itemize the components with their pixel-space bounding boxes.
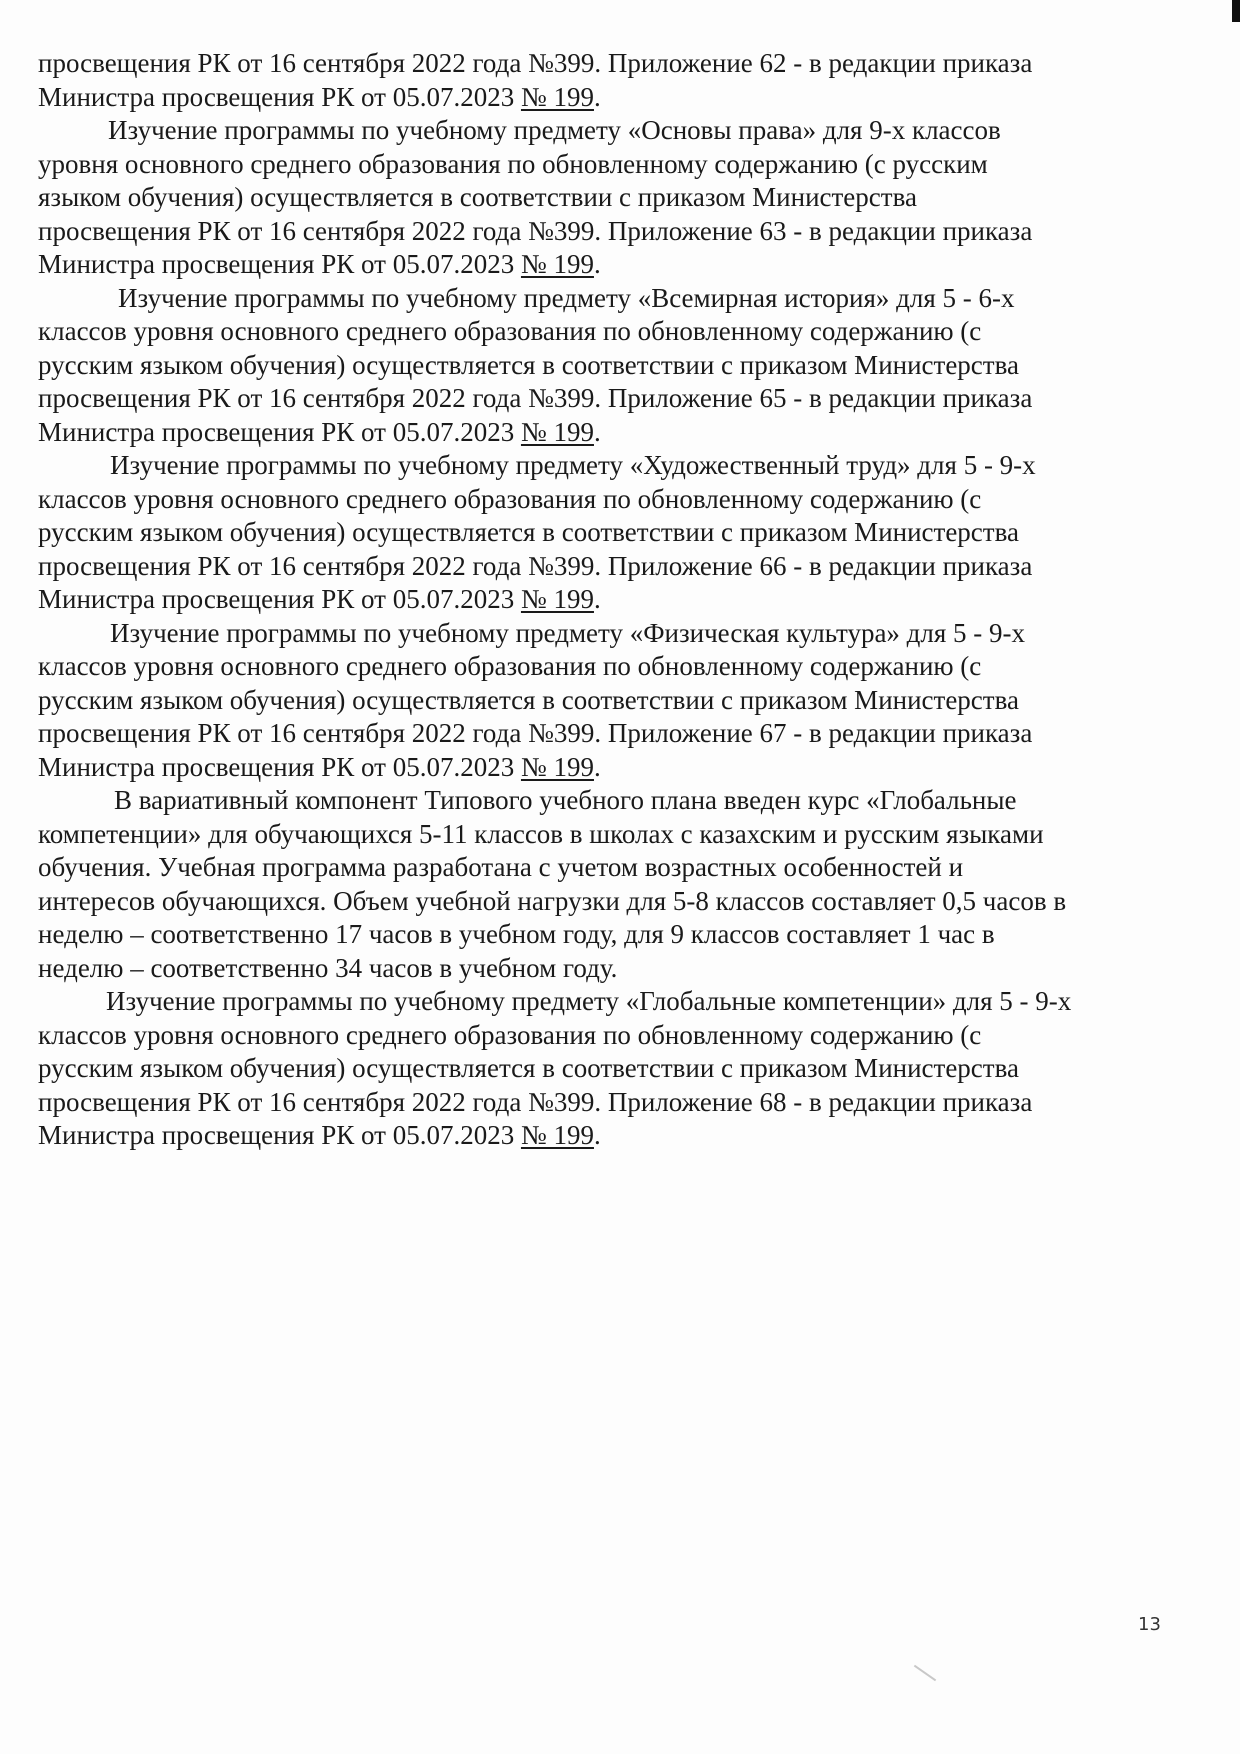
text-span: Министра просвещения РК от 05.07.2023 — [38, 81, 521, 112]
order-link[interactable]: № 199 — [520, 81, 594, 112]
text-line — [38, 248, 1158, 282]
text-line: просвещения РК от 16 сентября 2022 года №399. Приложение 65 - в редакции приказа — [38, 383, 1033, 413]
text-line: просвещения РК от 16 сентября 2022 года №399. Приложение 68 - в редакции приказа — [38, 1086, 1033, 1117]
text-line: классов уровня основного среднего образования по обновленному содержанию (с — [38, 651, 982, 681]
text-line — [38, 1119, 1158, 1153]
text-span: Министра просвещения РК от 05.07.2023 — [38, 1120, 521, 1150]
page-number: 13 — [1138, 1614, 1161, 1635]
text-line — [38, 583, 1158, 617]
text-span: Министра просвещения РК от 05.07.2023 — [38, 751, 521, 782]
text-line: Изучение программы по учебному предмету «Всемирная история» для 5 - 6-х — [118, 282, 1015, 313]
paragraph — [38, 282, 1158, 450]
paragraph — [38, 114, 1158, 282]
text-span: . — [593, 81, 601, 112]
scan-artifact — [914, 1665, 936, 1682]
text-line: неделю – соответственно 17 часов в учебном году, для 9 классов составляет 1 час в — [38, 919, 995, 949]
text-span: . — [593, 584, 601, 614]
text-line: классов уровня основного среднего образования по обновленному содержанию (с — [38, 316, 982, 346]
text-line: уровня основного среднего образования по обновленному содержанию (с русским — [38, 148, 988, 179]
text-line: Изучение программы по учебному предмету «Художественный труд» для 5 - 9-х — [110, 450, 1036, 480]
text-line: неделю – соответственно 34 часов в учебном году. — [38, 952, 618, 983]
document-body — [38, 47, 1158, 1153]
order-link[interactable]: № 199 — [520, 249, 594, 279]
text-span: . — [593, 249, 601, 279]
text-line: просвещения РК от 16 сентября 2022 года №399. Приложение 62 - в редакции приказа — [38, 48, 1033, 78]
text-line: классов уровня основного среднего образования по обновленному содержанию (с — [38, 1019, 982, 1050]
text-line: русским языком обучения) осуществляется в соответствии с приказом Министерства — [38, 517, 1019, 547]
paragraph — [38, 784, 1158, 985]
paragraph — [38, 985, 1158, 1153]
order-link[interactable]: № 199 — [520, 584, 594, 614]
text-line: В вариативный компонент Типового учебного плана введен курс «Глобальные — [114, 785, 1017, 815]
text-line: классов уровня основного среднего образования по обновленному содержанию (с — [38, 483, 982, 514]
text-line: Изучение программы по учебному предмету «Физическая культура» для 5 - 9-х — [110, 617, 1026, 648]
text-line: просвещения РК от 16 сентября 2022 года №399. Приложение 63 - в редакции приказа — [38, 215, 1033, 246]
text-span: Министра просвещения РК от 05.07.2023 — [38, 416, 521, 447]
text-line — [38, 416, 1158, 450]
text-span: . — [593, 416, 601, 447]
text-line: интересов обучающихся. Объем учебной нагрузки для 5-8 классов составляет 0,5 часов в — [38, 885, 1067, 916]
text-line: просвещения РК от 16 сентября 2022 года №399. Приложение 66 - в редакции приказа — [38, 550, 1033, 581]
text-span: . — [593, 751, 601, 782]
text-span: Министра просвещения РК от 05.07.2023 — [38, 584, 521, 614]
paragraph — [38, 449, 1158, 617]
text-span: Министра просвещения РК от 05.07.2023 — [38, 249, 521, 279]
text-line: просвещения РК от 16 сентября 2022 года №399. Приложение 67 - в редакции приказа — [38, 718, 1033, 748]
text-line — [38, 81, 1158, 115]
text-line: языком обучения) осуществляется в соответствии с приказом Министерства — [38, 182, 917, 212]
order-link[interactable]: № 199 — [520, 416, 594, 447]
text-line: русским языком обучения) осуществляется в соответствии с приказом Министерства — [38, 684, 1019, 715]
text-line: Изучение программы по учебному предмету «Основы права» для 9-х классов — [108, 115, 1001, 145]
paragraph — [38, 617, 1158, 785]
text-line: русским языком обучения) осуществляется в соответствии с приказом Министерства — [38, 349, 1019, 380]
text-line: обучения. Учебная программа разработана с учетом возрастных особенностей и — [38, 852, 964, 882]
text-line — [38, 751, 1158, 785]
text-line: русским языком обучения) осуществляется в соответствии с приказом Министерства — [38, 1053, 1019, 1083]
paragraph — [38, 47, 1158, 114]
text-span: . — [593, 1120, 601, 1150]
order-link[interactable]: № 199 — [520, 1120, 594, 1150]
text-line: Изучение программы по учебному предмету «Глобальные компетенции» для 5 - 9-х — [106, 986, 1072, 1016]
text-line: компетенции» для обучающихся 5-11 классов в школах с казахским и русским языками — [38, 818, 1044, 849]
scan-edge-mark — [1232, 0, 1240, 22]
order-link[interactable]: № 199 — [520, 751, 594, 782]
